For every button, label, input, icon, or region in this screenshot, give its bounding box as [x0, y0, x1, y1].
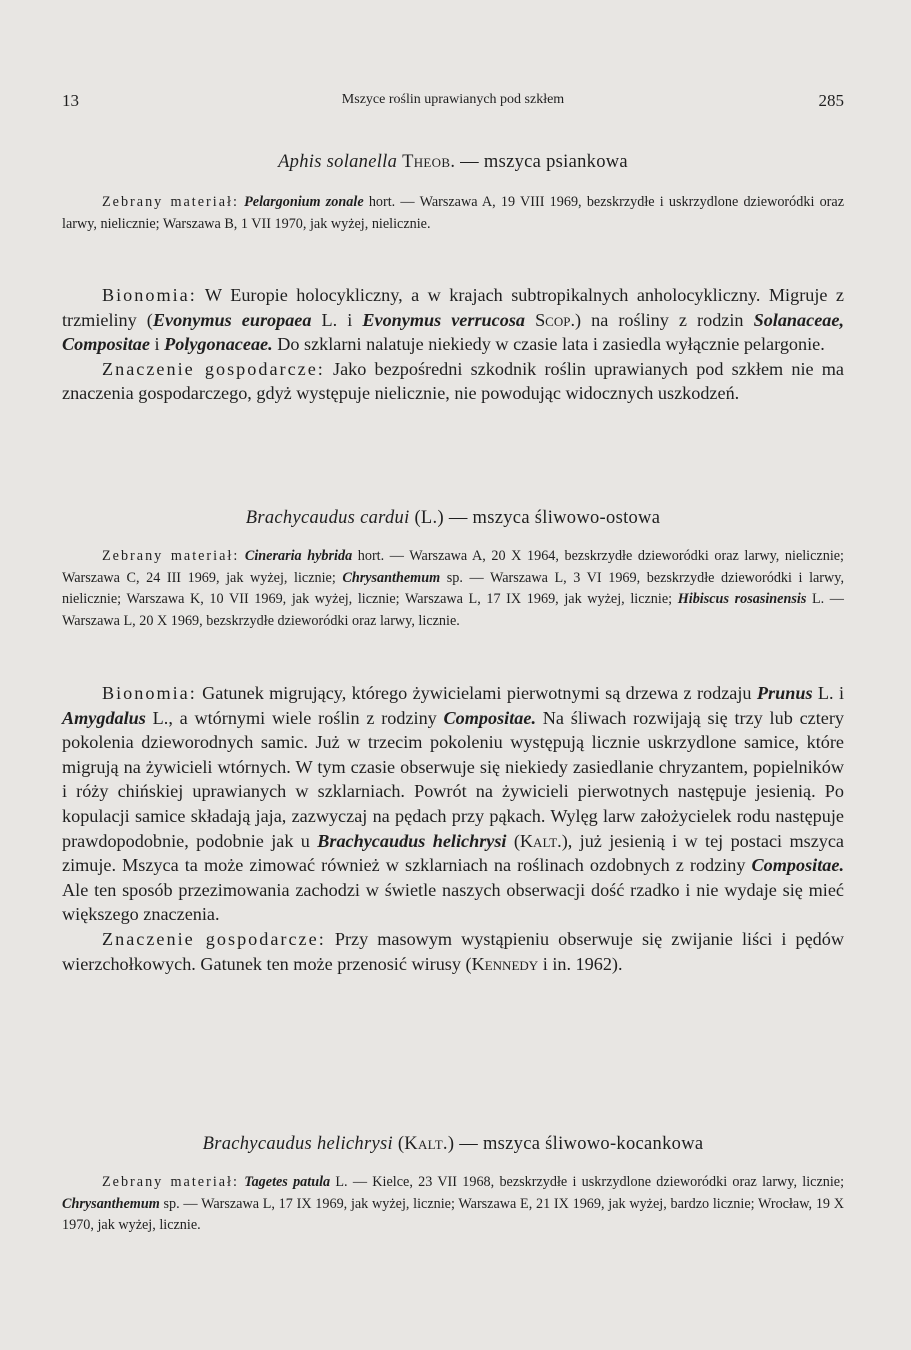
- bionomics-text: i: [149, 334, 165, 355]
- economic-importance-label: Znaczenie gospodarcze:: [102, 358, 325, 379]
- taxon-name: Chrysanthemum: [342, 569, 441, 586]
- bionomics-paragraph: [62, 681, 844, 976]
- species-author: (: [392, 1134, 405, 1154]
- taxon-name: Pelargonium zonale: [244, 194, 364, 210]
- taxon-name: Polygonaceae.: [164, 334, 273, 355]
- bionomics-text: W Europie holocykliczny, a w krajach subtropikalnych anholocykliczny. Migruje z trzmieliny (: [62, 285, 844, 330]
- economic-importance-text: Jako bezpośredni szkodnik roślin uprawianych pod szkłem nie ma znaczenia gospodarczego, gdyż występuje nielicznie, nie powodując widocznych uszkodzeń.: [62, 358, 844, 404]
- bionomics-text: L. i: [311, 309, 363, 330]
- species-author: ): [447, 1134, 455, 1154]
- bionomics-label: Bionomia:: [102, 683, 197, 703]
- species-author: Kalt.: [404, 1134, 448, 1154]
- running-header: [62, 91, 844, 115]
- taxon-name: Compositae.: [443, 707, 536, 728]
- economic-importance-text: Przy masowym wystąpieniu obserwuje się zwijanie liści i pędów wierzchołkowych. Gatunek ten może przenosić wirusy (: [62, 928, 844, 974]
- material-text: L. — Kielce, 23 VII 1968, bezskrzydłe i uskrzydlone dzieworódki oraz larwy, licznie;: [330, 1174, 845, 1190]
- taxon-name: Chrysanthemum: [62, 1195, 160, 1212]
- bionomics-text: ), już jesienią i w tej postaci mszyca zimuje. Mszyca ta może zimować również w szklarniach na roślinach ozdobnych z rodziny: [62, 830, 845, 876]
- page-number-left: 13: [62, 91, 79, 110]
- bionomics-label: Bionomia:: [102, 285, 197, 305]
- species-heading-brachycaudus-helichrysi: [62, 1134, 844, 1155]
- bionomics-text: (: [506, 830, 520, 851]
- species-heading-brachycaudus-cardui: [62, 508, 844, 529]
- taxon-author: Scop.: [535, 309, 576, 330]
- taxon-name: Hibiscus rosasinensis: [677, 591, 807, 607]
- economic-importance-text: i in. 1962).: [538, 953, 623, 974]
- bionomics-text: Ale ten sposób przezimowania zachodzi w świetle naszych obserwacji dość rzadko i nie wydaje się mieć większego znaczenia.: [62, 879, 844, 925]
- bionomics-text: Gatunek migrujący, którego żywicielami pierwotnymi są drzewa z rodzaju: [196, 683, 757, 703]
- collected-material-paragraph: [62, 1172, 844, 1237]
- species-name: Brachycaudus helichrysi: [202, 1134, 393, 1154]
- citation-author: Kennedy: [471, 953, 539, 974]
- bionomics-text: L., a wtórnymi wiele roślin z rodziny: [145, 707, 444, 728]
- species-heading-aphis-solanella: [62, 152, 844, 173]
- taxon-name: Cineraria hybrida: [244, 548, 353, 564]
- taxon-name: Evonymus europaea: [152, 309, 312, 330]
- taxon-name: Prunus: [756, 683, 813, 703]
- taxon-name: Compositae.: [751, 855, 844, 876]
- common-name: — mszyca śliwowo-ostowa: [443, 508, 661, 528]
- material-text: L. — Warszawa L, 20 X 1969, bezskrzydłe dzieworódki oraz larwy, licznie.: [62, 591, 844, 629]
- species-author: Theob.: [402, 152, 456, 172]
- common-name: — mszyca psiankowa: [455, 152, 628, 172]
- common-name: — mszyca śliwowo-kocankowa: [454, 1134, 704, 1154]
- species-name: Brachycaudus cardui: [245, 508, 410, 528]
- collected-material-label: Zebrany materiał:: [102, 1174, 239, 1190]
- page-number-right: 285: [818, 91, 844, 110]
- taxon-name: Brachycaudus helichrysi: [317, 830, 507, 851]
- bionomics-text: ) na rośliny z rodzin: [575, 309, 754, 330]
- species-name: Aphis solanella: [278, 152, 398, 172]
- taxon-author: Kalt.: [519, 830, 562, 851]
- taxon-name: Tagetes patula: [244, 1174, 331, 1190]
- collected-material-label: Zebrany materiał:: [102, 194, 239, 210]
- collected-material-label: Zebrany materiał:: [102, 548, 240, 564]
- bionomics-text: Do szklarni nalatuje niekiedy w czasie lata i zasiedla wyłącznie pelargonie.: [272, 334, 825, 355]
- collected-material-paragraph: [62, 546, 844, 632]
- material-text: sp. — Warszawa L, 3 VI 1969, bezskrzydłe dzieworódki i larwy, nielicznie; Warszawa K, 10 VII 1969, jak wyżej, licznie; Warszawa L, 17 IX 1969, jak wyżej, licznie;: [62, 569, 844, 607]
- material-text: sp. — Warszawa L, 17 IX 1969, jak wyżej, licznie; Warszawa E, 21 IX 1969, jak wyżej, bardzo licznie; Wrocław, 19 X 1970, jak wyżej, licznie.: [62, 1195, 844, 1233]
- bionomics-text: Na śliwach rozwijają się trzy lub cztery pokolenia dzieworodnych samic. Już w trzecim pokoleniu występują licznie uskrzydlone samice, które migrują na żywicieli wtórnych. W tym czasie obserwuje się niekiedy zasiedlanie chryzantem, popielników i róży chińskiej uprawianych w szklarniach. Powrót na żywicieli pierwotnych następuje jesienią. Po kopulacji samice składają jaja, zazwyczaj na pędach przy pąkach. Wylęg larw założycielek rodu następuje prawdopodobnie, podobnie jak u: [62, 707, 844, 851]
- collected-material-paragraph: [62, 192, 844, 235]
- material-text: hort. — Warszawa A, 19 VIII 1969, bezskrzydłe i uskrzydlone dzieworódki oraz larwy, nielicznie; Warszawa B, 1 VII 1970, jak wyżej, nielicznie.: [62, 194, 845, 232]
- bionomics-paragraph: [62, 283, 844, 406]
- running-title: Mszyce roślin uprawianych pod szkłem: [341, 92, 565, 107]
- bionomics-text: L. i: [812, 683, 844, 703]
- material-text: hort. — Warszawa A, 20 X 1964, bezskrzydłe dzieworódki oraz larwy, nielicznie; Warszawa C, 24 III 1969, jak wyżej, licznie;: [62, 548, 844, 586]
- taxon-name: Evonymus verrucosa: [362, 309, 525, 330]
- bionomics-text: [525, 310, 535, 330]
- taxon-name: Amygdalus: [62, 707, 146, 728]
- species-author: (L.): [409, 508, 444, 528]
- taxon-name: Solanaceae, Compositae: [62, 309, 845, 355]
- economic-importance-label: Znaczenie gospodarcze:: [102, 928, 326, 949]
